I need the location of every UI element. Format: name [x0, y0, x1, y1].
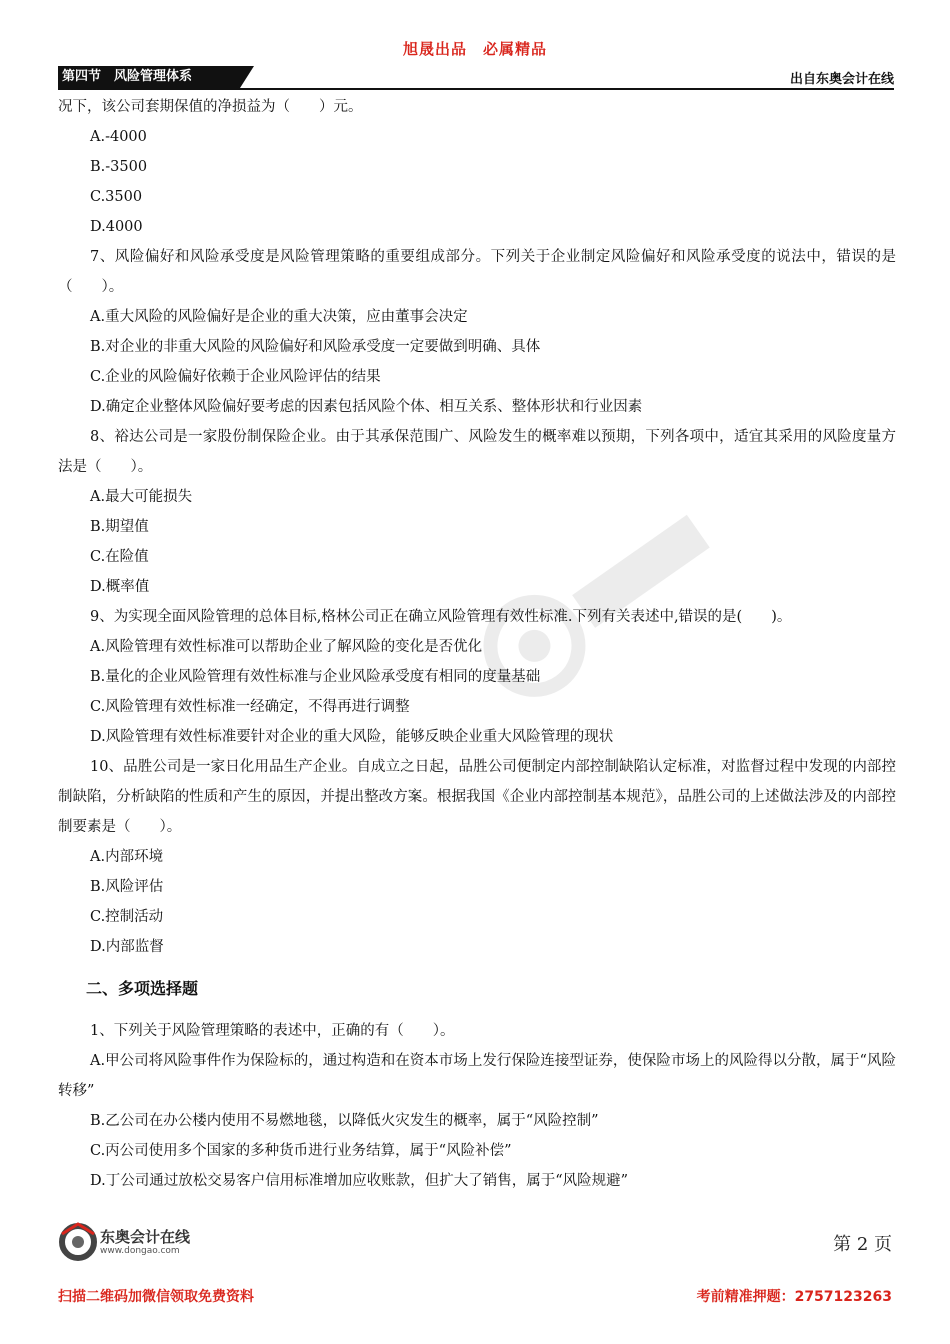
q6-stem-tail: 况下，该公司套期保值的净损益为（ ）元。	[58, 99, 363, 115]
q8-option-b: B.期望值	[90, 519, 149, 535]
logo-url: www.dongao.com	[100, 1246, 180, 1256]
header-bar	[58, 66, 894, 90]
footer-promo-right: 考前精准押题：2757123263	[696, 1289, 892, 1305]
q10-option-a: A.内部环境	[90, 849, 164, 865]
q7-stem: 7、风险偏好和风险承受度是风险管理策略的重要组成部分。下列关于企业制定风险偏好和风险承受度的说法中，错误的是（ ）。	[58, 249, 896, 295]
q9-option-d: D.风险管理有效性标准要针对企业的重大风险，能够反映企业重大风险管理的现状	[90, 729, 614, 745]
document-body	[58, 92, 896, 1196]
q8-stem: 8、裕达公司是一家股份制保险企业。由于其承保范围广、风险发生的概率难以预期，下列各项中，适宜其采用的风险度量方法是（ ）。	[58, 429, 896, 475]
page-number: 第 2 页	[833, 1234, 892, 1255]
section-heading-multiple-choice: 二、多项选择题	[86, 979, 199, 998]
top-banner: 旭晟出品 必属精品	[402, 40, 547, 58]
q10-stem: 10、品胜公司是一家日化用品生产企业。自成立之日起，品胜公司便制定内部控制缺陷认定标准，对监督过程中发现的内部控制缺陷，分析缺陷的性质和产生的原因，并提出整改方案。根据我国《企业内部控制基本规范》，品胜公司的上述做法涉及的内部控制要素是（ ）。	[58, 759, 896, 835]
q9-option-a: A.风险管理有效性标准可以帮助企业了解风险的变化是否优化	[90, 639, 483, 655]
q7-option-c: C.企业的风险偏好依赖于企业风险评估的结果	[90, 369, 381, 385]
q9-option-b: B.量化的企业风险管理有效性标准与企业风险承受度有相同的度量基础	[90, 669, 541, 685]
q6-option-b: B.-3500	[90, 159, 148, 175]
footer-promo-left: 扫描二维码加微信领取免费资料	[58, 1289, 254, 1305]
q8-option-c: C.在险值	[90, 549, 149, 565]
m1-option-b: B.乙公司在办公楼内使用不易燃地毯，以降低火灾发生的概率，属于“风险控制”	[90, 1113, 599, 1129]
m1-option-a: A.甲公司将风险事件作为保险标的，通过构造和在资本市场上发行保险连接型证券，使保险市场上的风险得以分散，属于“风险转移”	[58, 1053, 896, 1099]
m1-stem: 1、下列关于风险管理策略的表述中，正确的有（ ）。	[90, 1023, 455, 1039]
section-tag: 第四节 风险管理体系	[58, 66, 240, 88]
q9-option-c: C.风险管理有效性标准一经确定，不得再进行调整	[90, 699, 410, 715]
q10-option-d: D.内部监督	[90, 939, 164, 955]
q7-option-d: D.确定企业整体风险偏好要考虑的因素包括风险个体、相互关系、整体形状和行业因素	[90, 399, 643, 415]
q8-option-d: D.概率值	[90, 579, 150, 595]
q6-option-a: A.-4000	[90, 129, 147, 145]
m1-option-d: D.丁公司通过放松交易客户信用标准增加应收账款，但扩大了销售，属于“风险规避”	[90, 1173, 629, 1189]
source-label: 出自东奥会计在线	[789, 72, 894, 87]
dongao-logo-icon	[58, 1222, 98, 1262]
footer-logo	[58, 1222, 238, 1264]
q6-option-d: D.4000	[90, 219, 143, 235]
q7-option-b: B.对企业的非重大风险的风险偏好和风险承受度一定要做到明确、具体	[90, 339, 541, 355]
logo-name: 东奥会计在线	[100, 1228, 191, 1246]
q10-option-c: C.控制活动	[90, 909, 164, 925]
q9-stem: 9、为实现全面风险管理的总体目标,格林公司正在确立风险管理有效性标准.下列有关表述中,错误的是( )。	[90, 609, 792, 625]
q10-option-b: B.风险评估	[90, 879, 164, 895]
m1-option-c: C.丙公司使用多个国家的多种货币进行业务结算，属于“风险补偿”	[90, 1143, 512, 1159]
q7-option-a: A.重大风险的风险偏好是企业的重大决策，应由董事会决定	[90, 309, 468, 325]
q8-option-a: A.最大可能损失	[90, 489, 193, 505]
q6-option-c: C.3500	[90, 189, 143, 205]
section-tag-tail	[240, 66, 254, 88]
